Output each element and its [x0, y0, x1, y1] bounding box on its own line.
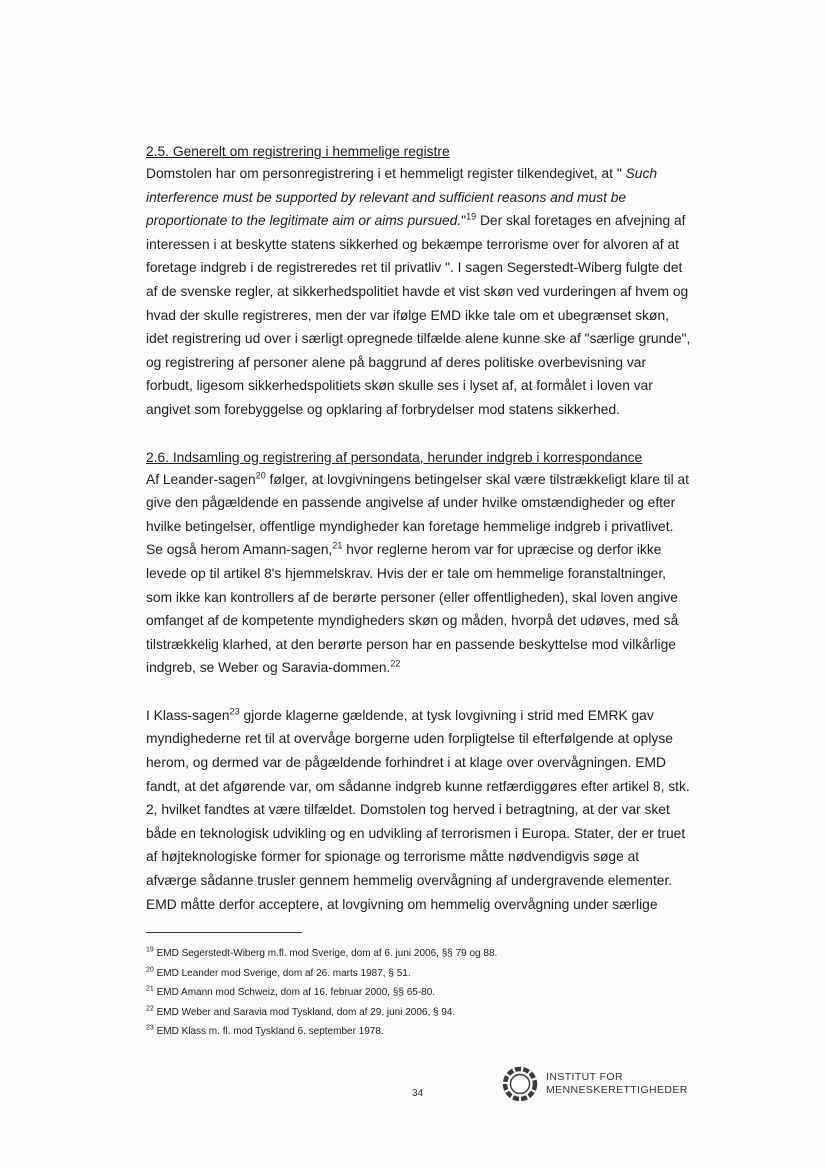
- footnote-23: [146, 1022, 706, 1042]
- text-run: Af Leander-sagen: [146, 471, 256, 487]
- paragraph-leander: [146, 468, 691, 680]
- footnote-ref-21[interactable]: 21: [332, 540, 343, 551]
- footnote-text: EMD Klass m. fl. mod Tyskland 6. september 1978.: [153, 1026, 384, 1038]
- footnote-20: [146, 964, 706, 984]
- paragraph-spacer: [146, 422, 691, 447]
- footnote-number: 21: [146, 985, 154, 993]
- paragraph-registration: [146, 162, 691, 422]
- footnote-text: EMD Amann mod Schweiz, dom af 16. februar 2000, §§ 65-80.: [153, 987, 436, 999]
- footnotes: [146, 944, 706, 1042]
- footnote-ref-23[interactable]: 23: [229, 706, 240, 717]
- section-heading-2-6: 2.6. Indsamling og registrering af persondata, herunder indgreb i korrespondance: [146, 449, 643, 465]
- footnote-number: 20: [146, 966, 154, 974]
- paragraph-klass: [146, 704, 691, 916]
- footnote-number: 23: [146, 1025, 154, 1033]
- logo-line-2: MENNESKERETTIGHEDER: [546, 1084, 688, 1096]
- logo-line-1: INSTITUT FOR: [546, 1071, 623, 1083]
- text-run: Der skal foretages en afvejning af interessen i at beskytte statens sikkerhed og bekæmpe terrorisme over for alvoren af at foretage indgreb i de registreredes ret til privatliv ". I sagen Segerstedt-Wiberg fulgte det af de svenske regler, at sikkerhedspolitiet havde et vist skøn ved vurderingen af hvem og hvad der skulle registreres, men der var ifølge EMD ikke tale om et ubegrænset skøn, idet registrering ud over i særligt opregnede tilfælde alene kunne ske af "særlige grunde", og registrering af personer alene på baggrund af deres politiske overbevisning var forbudt, ligesom sikkerhedspolitiets skøn skulle ses i lyset af, at formålet i loven var angivet som forebyggelse og opklaring af forbrydelser mod statens sikkerhed.: [146, 213, 691, 417]
- footnote-divider: [146, 932, 302, 933]
- text-run: gjorde klagerne gældende, at tysk lovgivning i strid med EMRK gav myndighederne ret til at overvåge borgerne uden forpligtelse til efterfølgende at oplyse herom, og dermed var de pågældende forhindret i at klage over overvågningen. EMD fandt, at det afgørende var, om sådanne indgreb kunne retfærdiggøres efter artikel 8, stk. 2, hvilket fandtes at være tilfældet. Domstolen tog herved i betragtning, at der var sket både en teknologisk udvikling og en udvikling af terrorismen i Europa. Stater, der er truet af højteknologiske former for spionage og terrorisme måtte nødvendigvis søge at afværge sådanne trusler gennem hemmelig overvågning af undergravende elementer. EMD måtte derfor acceptere, at lovgivning om hemmelig overvågning under særlige: [146, 707, 690, 912]
- footnote-ref-19[interactable]: 19: [466, 211, 477, 222]
- footnote-ref-22[interactable]: 22: [390, 658, 401, 669]
- text-run: Domstolen har om personregistrering i et hemmeligt register tilkendegivet, at ": [146, 166, 626, 181]
- footnote-22: [146, 1003, 706, 1023]
- page-number: 34: [412, 1088, 424, 1099]
- text-run: følger, at lovgivningens betingelser skal være tilstrækkeligt klare til at give den pågældende en passende angivelse af under hvilke omstændigheder og efter hvilke betingelser, offentlige myndigheder kan foretage hemmelige indgreb i privatlivet. Se også herom Amann-sagen,: [146, 471, 690, 558]
- logo-wordmark: [546, 1071, 688, 1097]
- text-run: I Klass-sagen: [146, 707, 230, 723]
- quoted-text: Such interference must be supported by relevant and sufficient reasons and must be proportionate to the legitimate aim or aims pursued.: [146, 166, 658, 229]
- footnote-text: EMD Segerstedt-Wiberg m.fl. mod Sverige, dom af 6. juni 2006, §§ 79 og 88.: [153, 948, 498, 959]
- section-heading-2-5: 2.5. Generelt om registrering i hemmelige registre: [146, 144, 450, 159]
- footnote-text: EMD Weber and Saravia mod Tyskland, dom af 29. juni 2006, § 94.: [153, 1006, 456, 1018]
- footnote-number: 19: [146, 946, 154, 954]
- footnote-text: EMD Leander mod Sverige, dom af 26. marts 1987, § 51.: [153, 967, 411, 979]
- footnote-19: [146, 944, 706, 964]
- institute-ring-logo-icon: [502, 1066, 538, 1102]
- text-run: ": [461, 213, 467, 229]
- footnote-ref-20[interactable]: 20: [255, 469, 266, 480]
- institute-logo: [502, 1066, 688, 1102]
- footnote-number: 22: [146, 1005, 154, 1013]
- footnote-21: [146, 983, 706, 1003]
- page-body: [146, 141, 691, 916]
- text-run: hvor reglerne herom var for upræcise og derfor ikke levede op til artikel 8's hjemmelskrav. Hvis der er tale om hemmelige foranstaltninger, som ikke kan kontrollers af de berørte personer (eller offentligheden), skal loven angive omfanget af de kompetente myndigheders skøn og måden, hvorpå det udøves, med så tilstrækkelig klarhed, at den berørte person har en passende beskyttelse mod vilkårlige indgreb, se Weber og Saravia-dommen.: [146, 542, 679, 676]
- paragraph-spacer: [146, 680, 691, 704]
